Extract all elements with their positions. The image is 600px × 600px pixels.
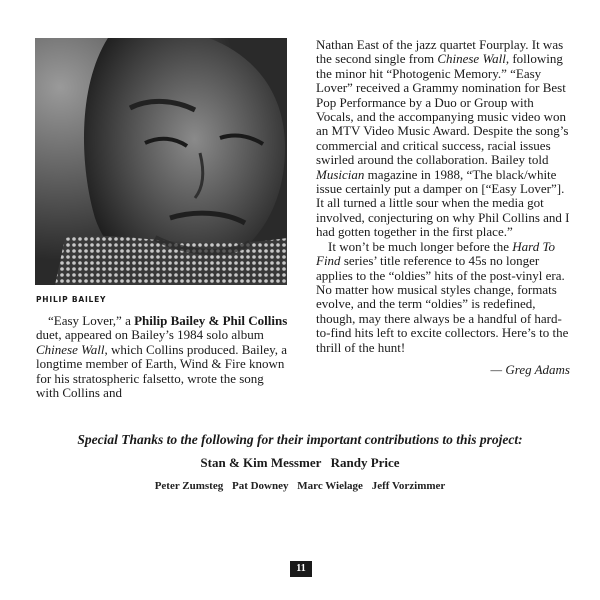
photo-caption: PHILIP BAILEY xyxy=(36,295,107,304)
left-text-column xyxy=(36,314,290,400)
text-run: “Easy Lover,” a xyxy=(48,313,135,328)
author-signature: — Greg Adams xyxy=(490,361,570,377)
thanks-heading: Special Thanks to the following for their important contributions to this project: xyxy=(77,432,523,447)
text-run: , following the minor hit “Photogenic Memory.” “Easy Lover” received a Grammy nomination for Best Pop Performance by a Duo or Group with Vocals, and the accompanying music video won an MTV Video Music Award. Despite the song’s commercial and critical success, racial issues swirled around the collaboration. Bailey told xyxy=(316,51,569,168)
italic-text: Musician xyxy=(316,166,365,182)
name: Pat Downey xyxy=(231,480,289,492)
name: Randy Price xyxy=(330,455,400,470)
primary-names xyxy=(0,455,600,471)
text-run: It won’t be much longer before the xyxy=(328,238,513,254)
italic-text: Chinese Wall xyxy=(437,51,506,67)
bold-text: Philip Bailey & Phil Collins xyxy=(134,313,288,328)
text-run: series’ title reference to 45s no longer applies to the “oldies” hits of the post-vinyl era. No matter how musical styles change, formats evolve, and the term “oldies” is redefined, though, may there always be a handful of hard-to-find hits left to excite collectors. Here’s to the thrill of the hunt! xyxy=(316,253,569,355)
name: Marc Wielage xyxy=(297,480,363,492)
secondary-names xyxy=(0,480,600,492)
paragraph xyxy=(316,240,570,355)
text-run: magazine in 1988, “The black/white issue certainly put a damper on [“Easy Lover”]. It all turned a little sour when the media got involved, conjecturing on why Phil Collins and I had gotten together in the first place.” xyxy=(316,166,570,240)
page-number: 11 xyxy=(290,561,312,577)
portrait-illustration xyxy=(35,38,287,285)
name: Jeff Vorzimmer xyxy=(371,480,446,492)
italic-text: Hard To Find xyxy=(316,238,555,269)
paragraph xyxy=(316,38,570,240)
portrait-photo xyxy=(35,38,287,285)
text-run: duet, appeared on Bailey’s 1984 solo album xyxy=(36,327,264,343)
right-text-column xyxy=(316,38,570,377)
text-run: Nathan East of the jazz quartet Fourplay. It was the second single from xyxy=(316,37,564,67)
name: Peter Zumsteg xyxy=(154,480,224,492)
name: Stan & Kim Messmer xyxy=(200,455,322,470)
italic-text: Chinese Wall xyxy=(36,341,105,357)
paragraph xyxy=(36,314,290,400)
text-run: , which Collins produced. Bailey, a longtime member of Earth, Wind & Fire known for his stratospheric falsetto, wrote the song with Collins and xyxy=(36,341,288,401)
